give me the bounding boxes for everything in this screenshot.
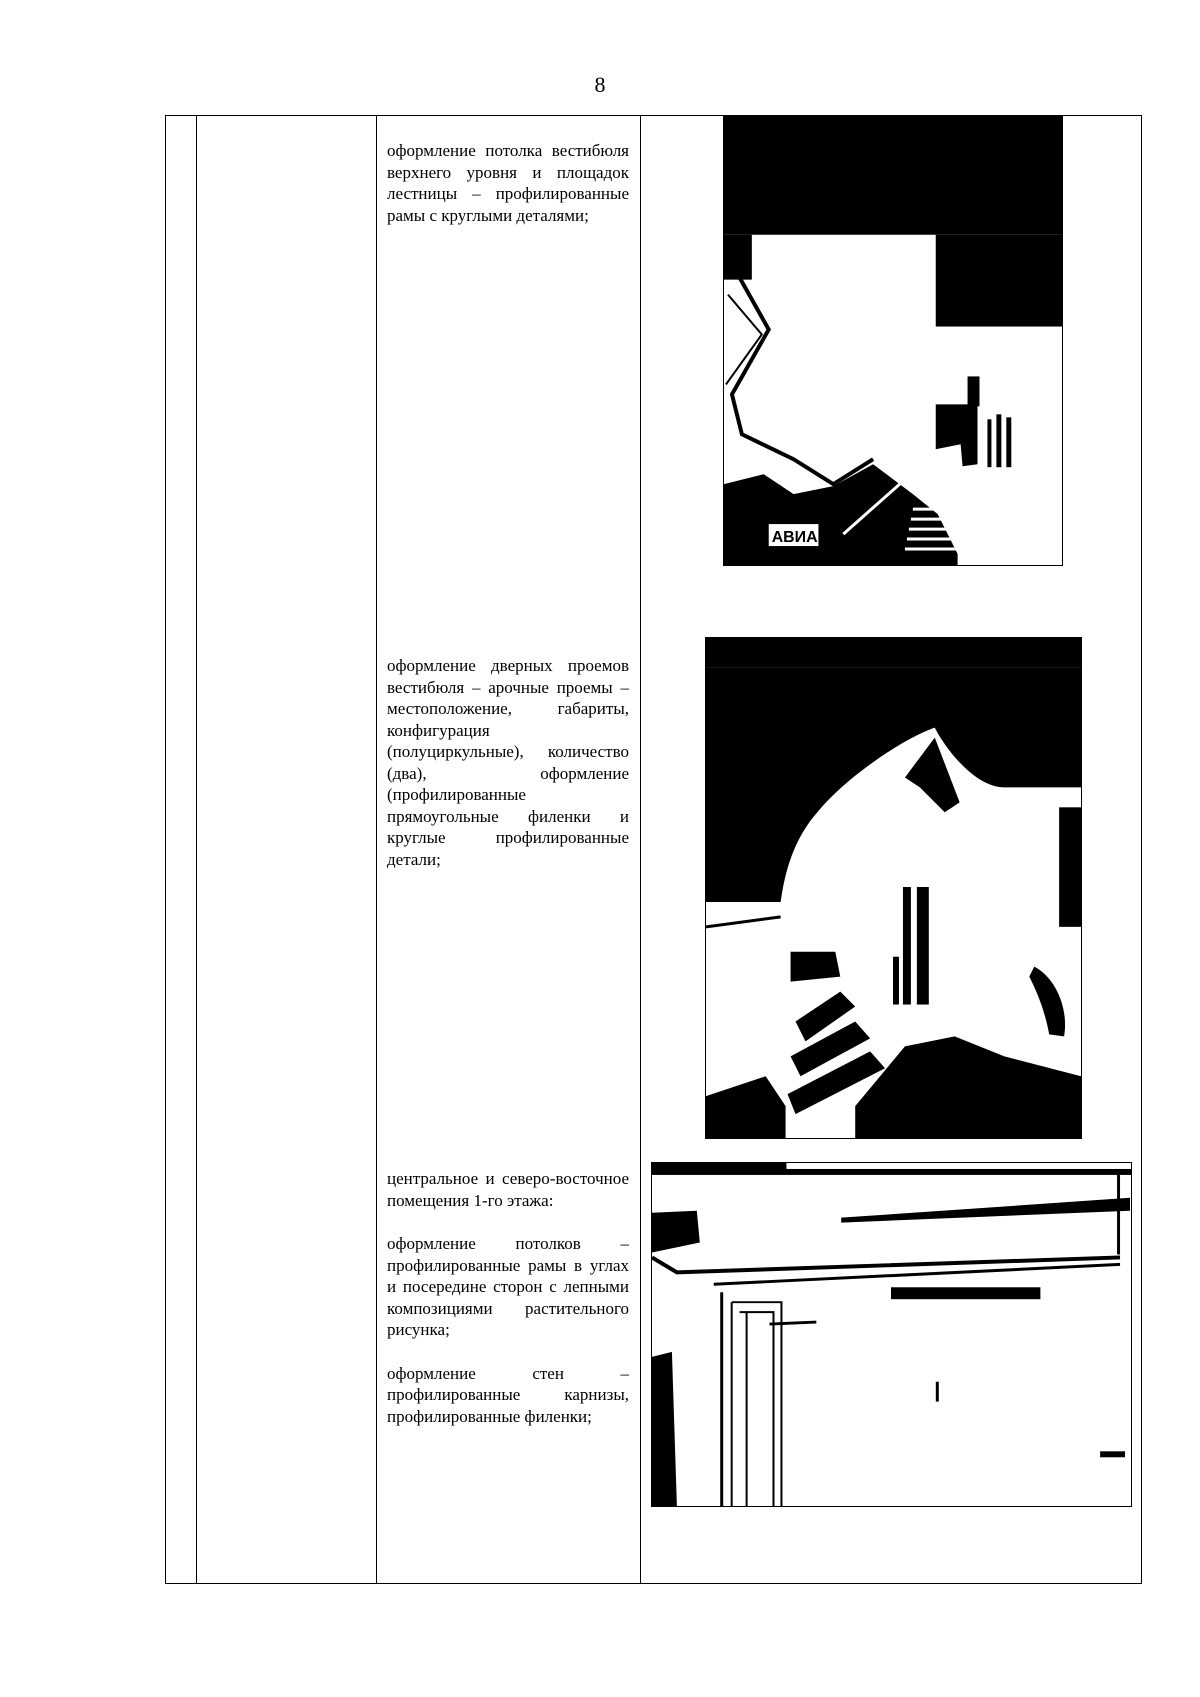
row-3-paragraph-1: центральное и северо-восточное помещения 1-го этажа: <box>387 1169 629 1210</box>
row-2-paragraph-1: оформление дверных проемов вестибюля – арочные проемы – местоположение, габариты, конфигурация (полуциркульные), количество (два), оформление (профилированные прямоугольные филенки и круглые профилированные детали; <box>387 656 629 869</box>
page-number: 8 <box>594 72 606 97</box>
photo-1-sign-text: АВИА <box>771 529 818 547</box>
row-2-description <box>387 655 629 892</box>
photo-vestibule-ceiling <box>723 115 1063 566</box>
row-3-paragraph-3: оформление стен – профилированные карнизы, профилированные филенки; <box>387 1363 629 1426</box>
column-divider-3 <box>640 116 641 1583</box>
column-divider-2 <box>376 116 377 1583</box>
column-divider-1 <box>196 116 197 1583</box>
photo-arched-doorway <box>705 637 1082 1139</box>
row-3-paragraph-2: оформление потолков – профилированные рамы в углах и посередине сторон с лепными композициями растительного рисунка; <box>387 1234 629 1339</box>
row-3-description <box>387 1168 629 1449</box>
photo-ground-floor-room <box>651 1162 1132 1507</box>
row-1-paragraph-1: оформление потолка вестибюля верхнего уровня и площадок лестницы – профилированные рамы с круглыми деталями; <box>387 141 629 225</box>
row-1-description <box>387 140 629 248</box>
